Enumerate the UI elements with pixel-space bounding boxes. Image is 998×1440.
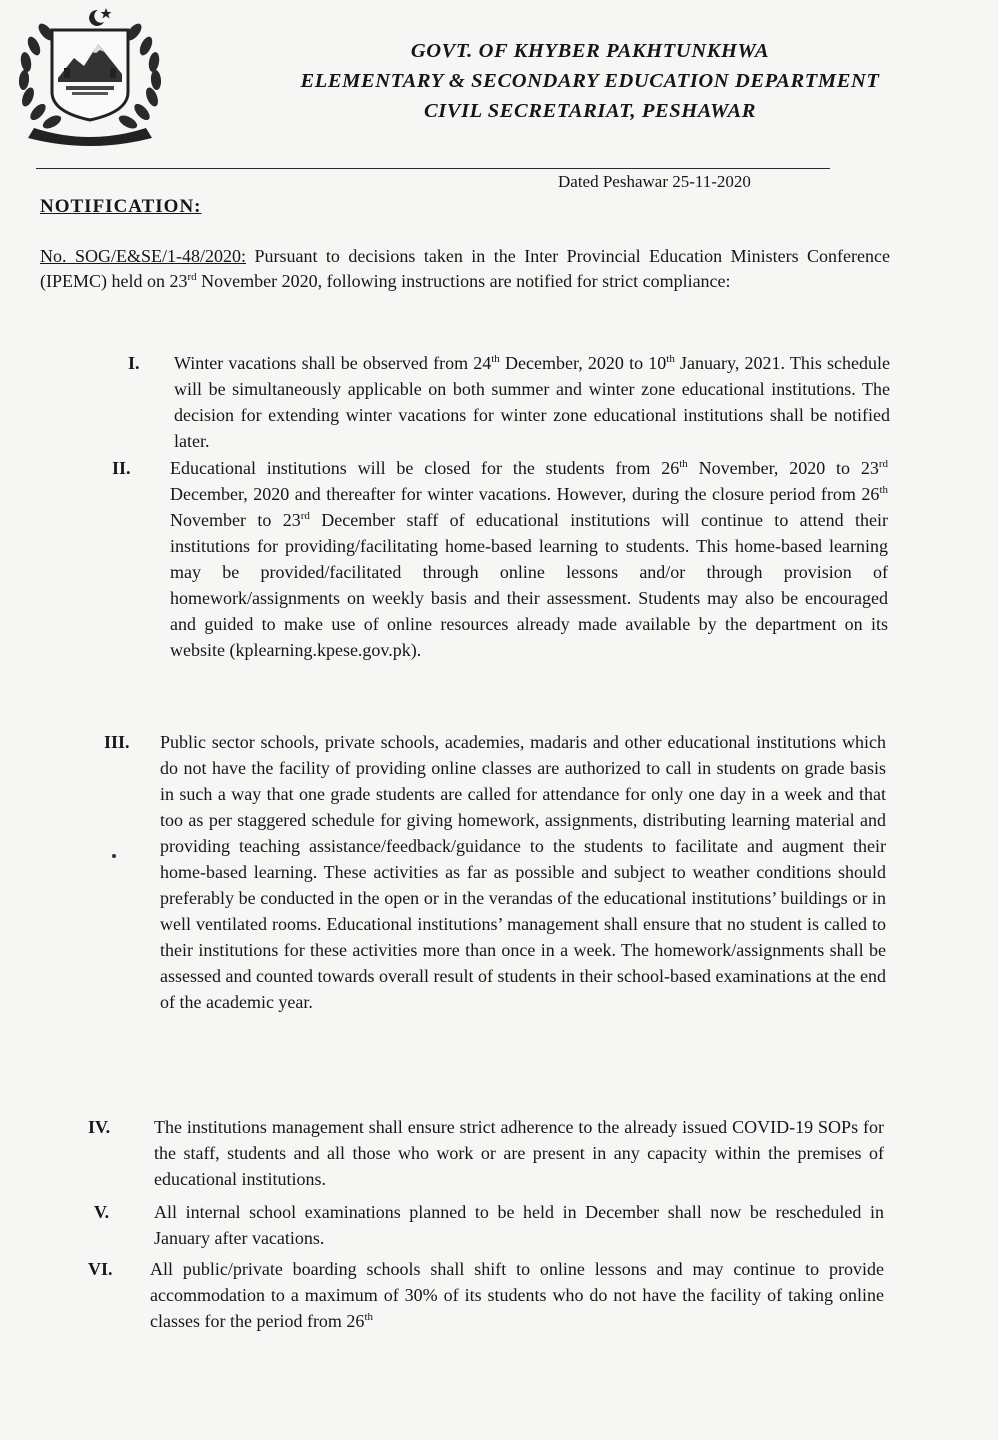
notification-title: NOTIFICATION:: [40, 196, 202, 217]
item-text: The institutions management shall ensure strict adherence to the already issued COVID-19 SOPs for the staff, students and all those who work or are present in any capacity within the premises of educational institutions.: [154, 1117, 884, 1189]
item-text: All internal school examinations planned to be held in December shall now be rescheduled in January after vacations.: [154, 1202, 884, 1248]
letterhead-address: CIVIL SECRETARIAT, PESHAWAR: [423, 100, 757, 122]
instruction-item-4: [88, 1114, 884, 1192]
instruction-item-2: [112, 455, 888, 663]
issue-date: Dated Peshawar 25-11-2020: [558, 172, 751, 191]
item-text: Public sector schools, private schools, academies, madaris and other educational institutions which do not have the facility of providing online classes are authorized to call in students on grade basis in such a way that one grade students are called for attendance for only one day in a week and that too as per staggered schedule for giving homework, assignments, distributing learning material and providing teaching assistance/feedback/guidance to the students to facilitate and augment their home-based learning. These activities as far as possible and subject to weather conditions should preferably be conducted in the open or in the verandas of the educational institutions’ buildings or in well ventilated rooms. Educational institutions’ management shall ensure that no student is called to their institutions for these activities more than once in a week. The homework/assignments shall be assessed and counted towards overall result of students in their school-based examinations at the end of the academic year.: [160, 732, 886, 1012]
letterhead: [210, 36, 970, 126]
instruction-item-3: [104, 729, 886, 1015]
item-number: V.: [94, 1202, 110, 1222]
instruction-item-5: [94, 1199, 884, 1251]
reference-number: No. SOG/E&SE/1-48/2020:: [40, 246, 246, 266]
instruction-item-1: [128, 350, 890, 454]
stray-mark: [112, 854, 116, 858]
item-number: VI.: [88, 1259, 113, 1279]
header-divider: [36, 168, 830, 169]
item-number: II.: [112, 458, 131, 478]
letterhead-government: GOVT. OF KHYBER PAKHTUNKHWA: [410, 40, 770, 62]
item-number: IV.: [88, 1117, 111, 1137]
letterhead-department: ELEMENTARY & SECONDARY EDUCATION DEPARTMENT: [300, 70, 880, 92]
item-number: III.: [104, 732, 130, 752]
kp-government-emblem-icon: [6, 4, 174, 146]
item-text: Educational institutions will be closed for the students from 26th November, 2020 to 23rd December, 2020 and thereafter for winter vacations. However, during the closure period from 26th November to 23rd December staff of educational institutions will continue to attend their institutions for providing/facilitating home-based learning to students. This home-based learning may be provided/facilitated through online lessons and/or through provision of homework/assignments on weekly basis and their assessment. Students may also be encouraged and guided to make use of online resources already made available by the department on its website (kplearning.kpese.gov.pk).: [170, 458, 888, 660]
item-text: All public/private boarding schools shall shift to online lessons and may continue to provide accommodation to a maximum of 30% of its students who do not have the facility of taking online classes for the period from 26th: [150, 1259, 884, 1331]
instruction-item-6: [88, 1256, 884, 1334]
item-text: Winter vacations shall be observed from 24th December, 2020 to 10th January, 2021. This schedule will be simultaneously applicable on both summer and winter zone educational institutions. The decision for extending winter vacations for winter zone educational institutions shall be notified later.: [174, 353, 891, 451]
intro-paragraph: No. SOG/E&SE/1-48/2020: Pursuant to decisions taken in the Inter Provincial Education Ministers Conference (IPEMC) held on 23rd November 2020, following instructions are notified for strict compliance:: [40, 246, 890, 291]
item-number: I.: [128, 353, 140, 373]
